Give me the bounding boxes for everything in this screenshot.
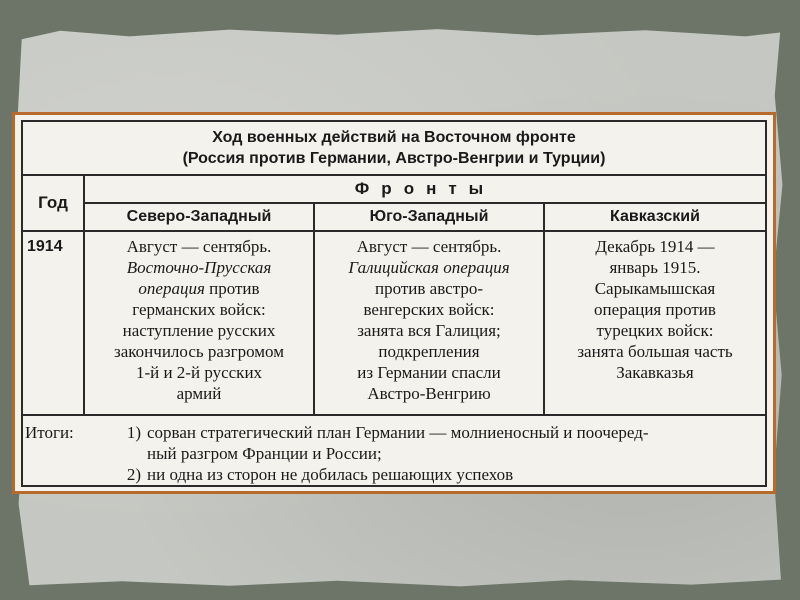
nw-line: наступление русских: [122, 321, 276, 340]
front-northwest: Северо-Западный: [84, 203, 314, 231]
cau-line: Сарыкамышская: [594, 279, 716, 298]
summary-number: 2): [126, 465, 141, 484]
summary-text-line: ный разгром Франции и России;: [147, 444, 382, 463]
cau-line: Декабрь 1914 —: [595, 237, 715, 256]
fronts-header: Фронты: [84, 175, 766, 203]
sw-line: Австро-Венгрию: [367, 384, 491, 403]
table-title-line1: Ход военных действий на Восточном фронте: [212, 129, 576, 146]
table-title-line2: (Россия против Германии, Австро-Венгрии и Турции): [182, 150, 606, 167]
summary-lead: Итоги:: [25, 423, 74, 442]
summary-text-line: сорван стратегический план Германии — молниеносный и поочеред-: [147, 423, 649, 442]
cau-line: январь 1915.: [609, 258, 701, 277]
nw-against-word: против: [209, 279, 260, 298]
nw-operation-word: операция: [138, 279, 205, 298]
nw-line: Август — сентябрь.: [126, 237, 272, 256]
year-value: 1914: [22, 231, 84, 415]
nw-line: закончилось разгромом: [114, 342, 284, 361]
table-frame: [12, 112, 776, 494]
cell-caucasus: [544, 231, 766, 415]
cau-line: турецких войск:: [596, 321, 714, 340]
sw-line: против австро-: [375, 279, 483, 298]
summary-text-line: ни одна из сторон не добилась решающих успехов: [147, 465, 514, 484]
year-header: Год: [22, 175, 84, 231]
summary-item-2: [25, 464, 761, 485]
sw-line: венгерских войск:: [363, 300, 495, 319]
cau-line: Закавказья: [616, 363, 694, 382]
sw-line: подкрепления: [378, 342, 480, 361]
sw-line: из Германии спасли: [357, 363, 501, 382]
nw-line: [87, 278, 311, 299]
eastern-front-table: [21, 120, 767, 487]
sw-operation-name: Галицийская операция: [348, 258, 510, 277]
front-southwest: Юго-Западный: [314, 203, 544, 231]
cell-northwest: [84, 231, 314, 415]
summary-lead-spacer: [25, 464, 115, 485]
cell-southwest: [314, 231, 544, 415]
sw-line: Август — сентябрь.: [356, 237, 502, 256]
summary-item-1: [25, 422, 761, 464]
sw-line: занята вся Галиция;: [357, 321, 501, 340]
nw-line: 1-й и 2-й русских: [135, 363, 263, 382]
table-title: [22, 121, 766, 175]
nw-operation-name: Восточно-Прусская: [126, 258, 272, 277]
nw-line: германских войск:: [132, 300, 266, 319]
cau-line: операция против: [594, 300, 716, 319]
summary-number: 1): [126, 423, 141, 442]
front-caucasus: Кавказский: [544, 203, 766, 231]
nw-line: армий: [176, 384, 222, 403]
summary-text: [147, 422, 761, 464]
summary-text: [147, 464, 761, 485]
cau-line: занята большая часть: [577, 342, 733, 361]
summary-cell: [22, 415, 766, 486]
